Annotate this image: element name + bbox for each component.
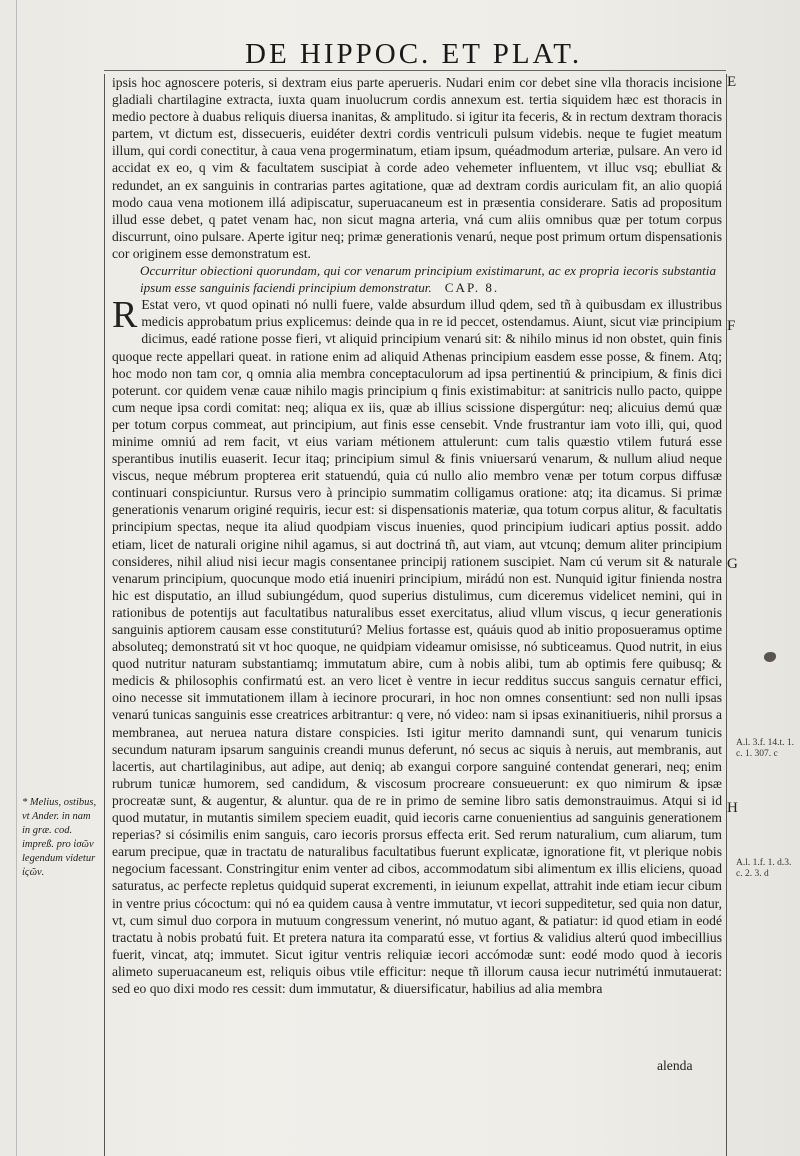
paragraph-2 [112, 296, 722, 997]
page-header: DE HIPPOC. ET PLAT. [245, 38, 583, 70]
ink-blot [764, 652, 776, 662]
paragraph-2-text: Estat vero, vt quod opinati nó nulli fuere, valde absurdum illud qdem, sed tñ à quibusdam ex illustribus medicis approbatum prius explicemus: deinde qua in re id peccet, ostendamus. Aiunt, sicut viæ principium dicimus, eadé ratione posse fieri, vt aliquid principium venarú sit: & nihilo minus id non obstet, quin finis quoque recte appellari queat. in ratione enim ad aliquid Athenas principium easdem esse posse, & finem. Atq; hoc modo non tam cor, q omnia alia membra conceptaculorum ad ipsa pertinentiú & principium, & finis dici poterunt. cor quidem venæ cauæ nihilo magis principium q finis existimabitur: at sanitricis nullo pacto, quippe cum neque ipsa cordi comitat: neq; aliqua ex iis, quæ ab illius scissione dispergútur: neq; alicuius demú quæ per totum corpus commeat, aut principium, aut finis esse censebit. Vnde frustrantur iam voto illi, qui, quod minime omniú ad rem facit, vt eius variam métionem attulerunt: cum talis quæstio vtilem futurá esse sperantibus inutilis euaserit. Iecur itaq; principium simul & finis vniuersarú venarum, & nullum aliud neque viscus, neque mébrum propterea erit statuendú, quia cú nullo alio membro venæ per totum corpus diffusæ continuari conspiciuntur. Rursus vero à principio summatim colligamus oratione: atq; ita dicamus. Si primæ generationis venarum originé requiris, iecur est: si dispensationis materiæ, qua totum corpus alitur, & facultatis principium spectas, neque ita aliud quodpiam viscus inuenies, quod principium iudicari aptius possit. addo etiam, licet de naturali origine nihil agamus, si aut doctriná tñ, aut viam, aut vtcunq; demum aliter principium consideres, nihil aliud nisi iecur magis consentanee principij rationem suscipiet. Nam cú verum sit & naturale venarum principium, quocunque modo etiá inueniri principium, mirádú non est. Nunquid igitur finienda nostra hic est disputatio, an illud subiungédum, quod superius distulimus, cum diceremus videlicet nemini, qui in rationibus de potentijs aut facultatibus naturalibus esset exercitatus, aliud vllum viscus, q iecur generationis sanguinis aptiorem causam esse constituturú? Melius fortasse est, quáuis quod ab initio proposueramus optime absoluteq; demonstratú sit vt hoc quoque, ne quidpiam videamur omisisse, nó subticeamus. Quod nutrit, in eius quod nutritur naturam substantiamq; immutatum abire, cum à nobis alibi, tum ab optimis fere quibusq; & medicis & philosophis confirmatú est. an vero licet è ventre in iecur redditus succus sanguis cernatur effici, oino necesse sit immutationem illam à iecinore procurari, in hoc non omnes consentiunt: sed non nulli ipsas venarú tunicas sanguinis esse creatrices arbitrantur: q vere, nó video: nam si ipsas exinanitiueris, nihil prorsus a membranea, aut neruea natura distare conspicies. Isti igitur merito damnandi sunt, qui venarum tunicis secundum naturam ipsarum sanguinis creandi munus deferunt, nó secus ac siquis à neruis, aut membranis, aut lacertis, aut chartilaginibus, aut adipe, aut deniq; ab exangui corpore sanguiné contendat generari, neq; enim rubrum tunicæ humorem, sed candidum, & viscosum procreare consueuerunt: ex quo nimirum & ipsæ procreatæ sunt, & augentur, & aluntur. qua de re in primo de semine libro satis demonstrauimus. Atqui si id quod mutatur, in mutantis similem speciem euadit, quid iecoris carne conuenientius ad sanguinis generationem reperias? si cósimilis enim sanguis, caro iecoris prorsus effecta erit. Sed rerum naturalium, cum aliarum, tum earum precipue, quæ in tractatu de naturalibus facultatibus fuerunt explicatæ, ignoratione fit, vt plerique nobis negocium facessant. Constringitur enim venter ad cibos, accommodatum sibi alimentum ex illis eliciens, quoad saturatus, ac perfecte repletus quidquid superat excrementi, in ieiunum expellat, attrahit inde etiam iecur cibum in ventre prius cócoctum: qui nó ea quidem causa à ventre immutatur, vt iecori suppeditetur, sed quia non datur, vt, cum simul duo corpora in mutuum congressum venerint, nó mutuo agant, & patiatur: id quod etiam in eodé tractatu à nobis probatú fuit. Et pretera natura ita comparatú esse, vt fortius & validius alterú quod imbecillius fuerit, vincat, atq; immutet. Sicut igitur ventris reliquiæ iecori accómodæ sunt: eodé modo quod à iecoris alimeto superuacaneum est, reliquis oibus vtile efficitur: neque tñ illorum causa iecur nutrimétú inmutauerat: sed eo quo dixi modo res cessit: dum immutatur, & diuersificatur, habilius ad alia membra [112, 297, 722, 996]
paragraph-1: ipsis hoc agnoscere poteris, si dextram eius parte aperueris. Nudari enim cor debet sine vlla thoracis incisione gladiali chartilagine extracta, iuxta quam inuolucrum cordis annexum est. tertia siquidem hæc est thoracis in medio pectore à duabus reliquis diuersa inanitas, & amplitudo. si igitur ita feceris, & in rectum dextram thoracis partem, vt dictum est, dissecueris, euidéter dextri cordis ventriculi pulsum videbis. neque te fugiet meatum illum, qui cordi conectitur, à caua vena progerminatum, etiam ipsum, quéadmodum arteriæ, pulsare. An vero id accidat ex eo, q vim & facultatem suscipiat à corde adeo vehemeter influentem, vt illuc vsq; ebulliat & redundet, an ex sanguinis in contrarias partes agitatione, quæ ad dextram cordis auriculam fit, an alio quopiá modo caua vena motionem illá adipiscatur, superuacaneum est in præsentia considerare. Satis ad propositum illud esse debet, q patet venam hac, non sicut magna arteria, vná cum aliis omnibus quæ per totum corpus discurrunt, oino pulsare. Aperte igitur neq; primæ generationis venarú, neque post primum ortum dispensationis cor originem esse demonstratum est. [112, 75, 722, 261]
margin-letter-e: E [727, 74, 737, 90]
inner-left-rule [16, 0, 17, 1156]
chapter-number: CAP. 8. [444, 280, 500, 296]
catchword: alenda [657, 1058, 693, 1073]
main-text [112, 74, 722, 997]
right-vertical-rule [726, 74, 727, 1156]
chapter-heading [112, 262, 722, 296]
margin-letter-h: H [727, 800, 738, 816]
margin-reference-2: A.l. 1.f. 1. d.3. c. 2. 3. d [736, 858, 792, 879]
margin-reference-1: A.l. 3.f. 14.t. 1. c. 1. 307. c [736, 738, 795, 759]
left-vertical-rule [104, 74, 105, 1156]
drop-capital: R [112, 294, 138, 337]
margin-letter-g: G [727, 556, 738, 572]
margin-letter-f: F [727, 318, 736, 334]
chapter-title-text: Occurritur obiectioni quorundam, qui cor venarum principium existimarunt, ac ex propria iecoris substantia ipsum esse sanguinis faciendi principium demonstratur. [140, 263, 716, 296]
margin-annotation: * Melius, ostibus, vt Ander. in nam in græ. cod. impreß. pro ἰσῶν legendum videtur ἰϛῶν. [22, 797, 97, 878]
